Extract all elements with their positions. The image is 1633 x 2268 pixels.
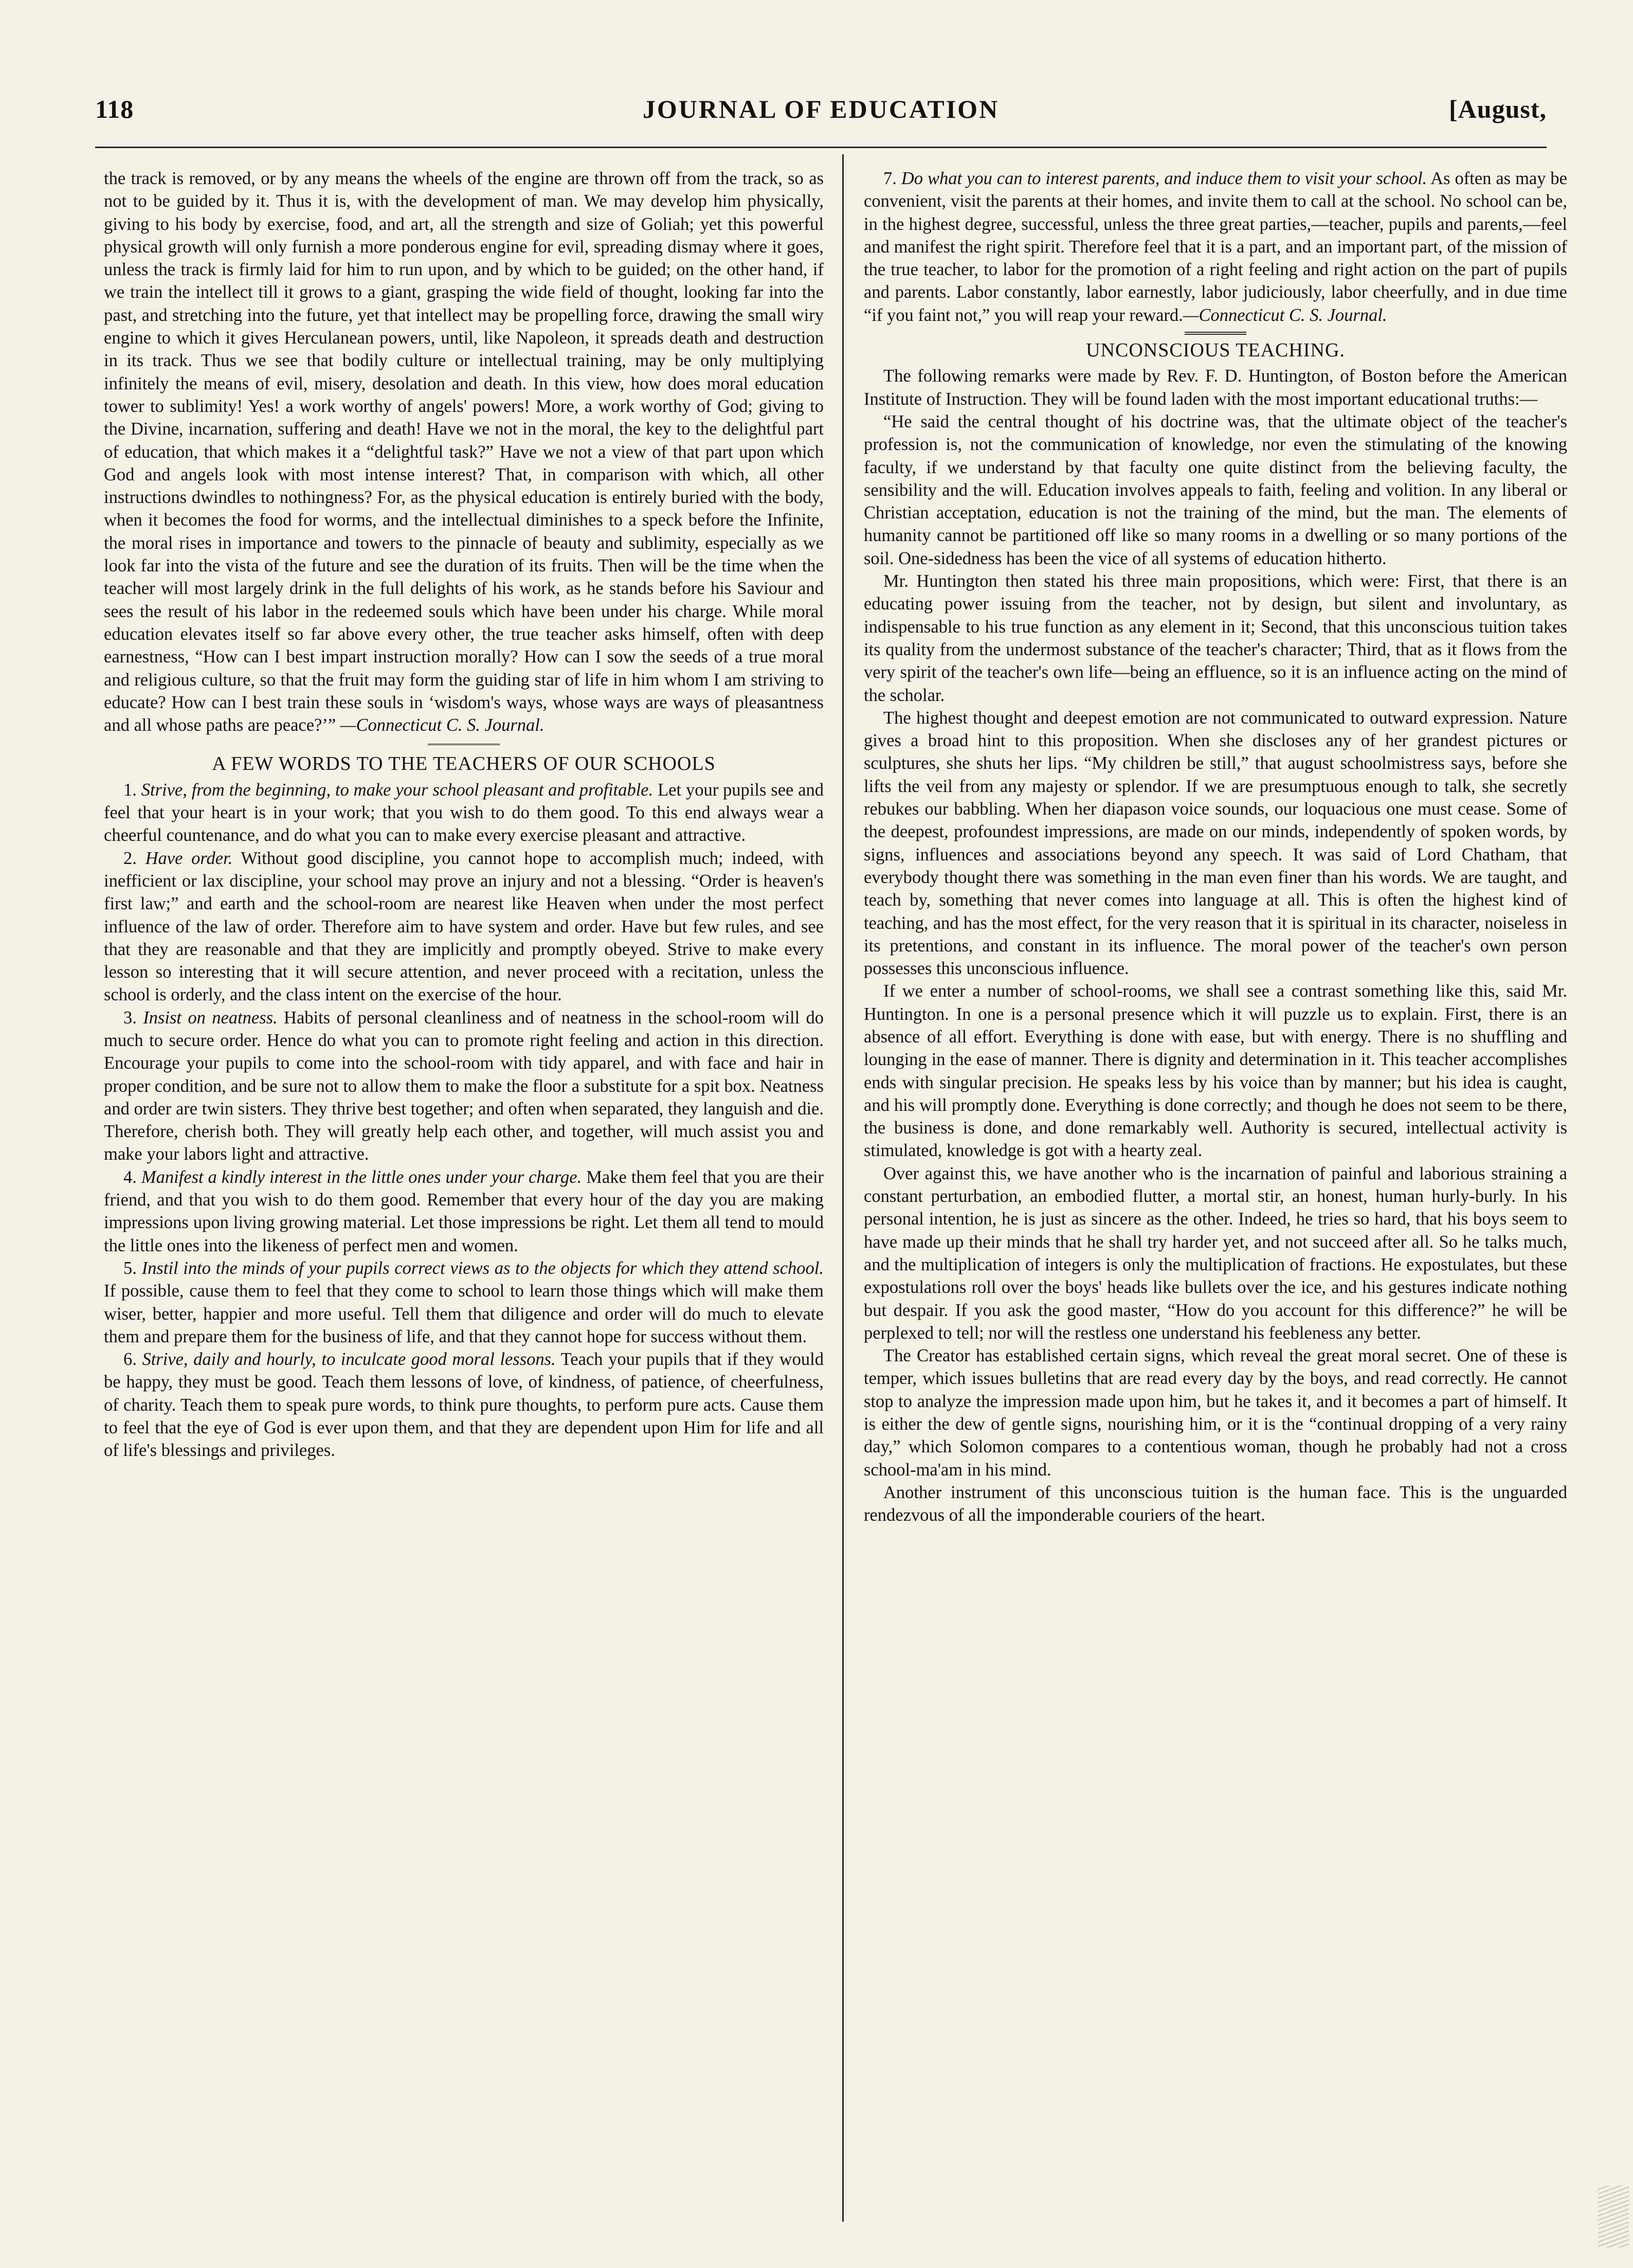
article-paragraph: If we enter a number of school-rooms, we shall see a contrast something like this, said Mr. Huntington. In one is a personal presence which it will puzzle us to explain. First, there is an absence of all effort. Everything is done with ease, but with energy. There is no shuffling and lounging in the ease of manner. There is dignity and determination in it. This teacher accomplishes ends with singular precision. He speaks less by his voice than by manner; but his idea is caught, and his will promptly done. Everything is done correctly; and though he does not seem to be there, the business is done, and done remarkably well. Authority is secured, intellectual activity is stimulated, knowledge is got with a hearty zeal.	[864, 981, 1567, 1161]
item-number: 5.	[123, 1258, 137, 1278]
item-heading: Strive, daily and hourly, to inculcate good moral lessons.	[142, 1349, 556, 1370]
item-heading: Strive, from the beginning, to make your school pleasant and profitable.	[141, 780, 654, 800]
item-text: Make them feel that you are their friend, and that you wish to do them good. Remember that every hour of the day you are making impressions upon living growing material. Let those impressions be right. Let them all tend to mould the little ones into the likeness of perfect men and women.	[104, 1167, 824, 1255]
source-credit: —Connecticut C. S. Journal.	[340, 715, 545, 735]
list-item	[104, 779, 824, 847]
article-paragraph: Another instrument of this unconscious tuition is the human face. This is the unguarded rendezvous of all the imponderable couriers of the heart.	[864, 1482, 1567, 1525]
page-edge-wear	[1598, 2186, 1629, 2247]
item-text: Without good discipline, you cannot hope to accomplish much; indeed, with inefficient or lax discipline, your school may prove an injury and not a blessing. “Order is heaven's first law;” and earth and the school-room are nearest like Heaven when under the most perfect influence of the law of order. Therefore aim to have system and order. Have but few rules, and see that they are reasonable and that they are implicitly and promptly obeyed. Strive to make every lesson so interesting that it will secure attention, and never proceed with a recitation, unless the school is orderly, and the class intent on the exercise of the hour.	[104, 848, 824, 1005]
item-text: Let your pupils see and feel that your heart is in your work; that you wish to do them good. To this end always wear a cheerful countenance, and do what you can to make every exercise pleasant and attractive.	[104, 780, 824, 845]
list-item	[104, 1257, 824, 1348]
section-title-few-words: A FEW WORDS TO THE TEACHERS OF OUR SCHOOLS	[212, 753, 716, 775]
item-text: As often as may be convenient, visit the parents at their homes, and invite them to call at the school. No school can be, in the highest degree, successful, unless the three great parties,—teacher, pupils and parents,—feel and manifest the right spirit. Therefore feel that it is a part, and an important part, of the mission of the true teacher, to labor for the promotion of a right feeling and right action on the part of pupils and parents. Labor constantly, labor earnestly, labor judiciously, labor cheerfully, and in due time “if you faint not,” you will reap your reward.	[864, 169, 1567, 325]
item-heading: Do what you can to interest parents, and induce them to visit your school.	[901, 169, 1427, 188]
item-number: 3.	[123, 1007, 137, 1028]
continued-paragraph	[104, 167, 824, 736]
page-number: 118	[95, 95, 134, 123]
item-number: 6.	[123, 1349, 137, 1370]
item-heading: Have order.	[145, 848, 233, 868]
item-text: Teach your pupils that if they would be happy, they must be good. Teach them lessons of love, of kindness, of patience, of cheerfulness, of charity. Teach them to speak pure words, to think pure thoughts, to perform pure acts. Cause them to feel that the eye of God is ever upon them, and that they are dependent upon Him for life and all of life's blessings and privileges.	[104, 1349, 824, 1461]
item-heading: Instil into the minds of your pupils correct views as to the objects for which they attend school.	[141, 1258, 824, 1278]
item-number: 7.	[883, 169, 897, 188]
item-number: 4.	[123, 1167, 137, 1187]
item-text: If possible, cause them to feel that they come to school to learn those things which will make them wiser, better, happier and more useful. Tell them that diligence and order will do much to elevate them and prepare them for the business of life, and that they cannot hope for success without them.	[104, 1281, 824, 1346]
article-paragraph: The Creator has established certain signs, which reveal the great moral secret. One of these is temper, which issues bulletins that are read every day by the boys, and read correctly. He cannot stop to analyze the impression made upon him, but he takes it, and it becomes a part of himself. It is either the dew of gentle signs, nourishing him, or it is the “continual dropping of a very rainy day,” which Solomon compares to a contentious woman, though he probably had not a cross school-ma'am in his mind.	[864, 1346, 1567, 1480]
item-heading: Insist on neatness.	[143, 1007, 278, 1028]
list-item	[104, 847, 824, 1006]
article-paragraph: “He said the central thought of his doctrine was, that the ultimate object of the teacher's profession is, not the communication of knowledge, nor even the stimulating of the knowing faculty, if we understand by that faculty one quite distinct from the believing faculty, the sensibility and the will. Education involves appeals to faith, feeling and volition. In any liberal or Christian acceptation, education is not the training of the mind, but the man. The elements of humanity cannot be partitioned off like so many rooms in a dwelling or so many portions of the soil. One-sidedness has been the vice of all systems of education hitherto.	[864, 411, 1567, 568]
section-separator	[1185, 332, 1246, 335]
item-heading: Manifest a kindly interest in the little ones under your charge.	[141, 1167, 582, 1187]
continued-text: the track is removed, or by any means the wheels of the engine are thrown off from the track, so as not to be guided by it. Thus it is, with the development of man. We may develop him physically, giving to his body by exercise, food, and art, all the strength and size of Goliah; yet this powerful physical growth will only furnish a more ponderous engine for evil, spreading dismay where it goes, unless the track is firmly laid for him to run upon, and by which to be guided; on the other hand, if we train the intellect till it grows to a giant, grasping the wide field of thought, looking far into the past, and stretching into the future, yet that intellect may be propelling force, drawing the small wiry engine to which it gives Herculanean powers, until, like Napoleon, it spreads death and destruction in its track. Thus we see that bodily culture or intellectual training, may be only multiplying infinitely the means of evil, misery, desolation and death. In this view, how does moral education tower to sublimity! Yes! a work worthy of angels' powers! More, a work worthy of God; giving to the Divine, incarnation, suffering and death! Have we not in the moral, the key to the delightful part of education, that which makes it a “delightful task?” Have we not a view of that part upon which God and angels look with most intense interest? That, in comparison with which, all other instructions dwindles to nothingness? For, as the physical education is entirely buried with the body, when it becomes the food for worms, and the intellectual diminishes to a speck before the Infinite, the moral rises in importance and towers to the pinnacle of beauty and sublimity, especially as we look far into the vista of the future and see the duration of its fruits. Then will be the time when the teacher will most largely drink in the full delights of his work, as he stands before his Saviour and sees the result of his labor in the redeemed souls which have been under his charge. While moral education elevates itself so far above every other, the true teacher asks himself, often with deep earnestness, “How can I best impart instruction morally? How can I sow the seeds of a true moral and religious culture, so that the fruit may form the guiding star of life in him whom I am striving to educate? How can I best train these souls in ‘wisdom's ways, whose ways are ways of pleasantness and all whose paths are peace?’”	[104, 169, 824, 735]
list-item	[104, 1348, 824, 1462]
journal-title: JOURNAL OF EDUCATION	[642, 95, 1000, 123]
column-divider	[842, 154, 844, 2222]
source-credit: —Connecticut C. S. Journal.	[1183, 305, 1387, 325]
left-column	[104, 167, 824, 1462]
list-item	[864, 167, 1567, 327]
section-separator	[428, 744, 500, 745]
article-paragraph: Over against this, we have another who is the incarnation of painful and laborious straining a constant perturbation, an embodied flutter, a mortal stir, an honest, human hurly-burly. In his personal intention, he is just as sincere as the other. Indeed, he tries so hard, that his boys seem to have made up their minds that he shall try harder yet, and not succeed after all. So he talks much, and the multiplication of integers is only the multiplication of fractions. He expostulates, but these expostulations roll over the boys' heads like bullets over the ice, and his gestures indicate nothing but despair. If you ask the good master, “How do you account for this difference?” he will be perplexed to tell; nor will the restless one understand his feebleness any better.	[864, 1163, 1567, 1343]
article-paragraph: The highest thought and deepest emotion are not communicated to outward expression. Nature gives a broad hint to this proposition. When she discloses any of her grandest pictures or sculptures, she shuts her lips. “My children be still,” that august schoolmistress says, before she lifts the veil from any majesty or splendor. If we are presumptuous enough to talk, she secretly rebukes our babbling. When her diapason voice sounds, our loquacious one must cease. Some of the deepest, profoundest impressions, are made on our minds, independently of spoken words, by signs, influences and associations beyond any speech. It was said of Lord Chatham, that everybody thought there was something in the man even finer than his words. We are taught, and teach by, something that never comes into language at all. This is often the highest kind of teaching, and has the most effect, for the very reason that it is spiritual in its character, noiseless in its pretentions, and constant in its influence. The moral power of the teacher's own person possesses this unconscious influence.	[864, 708, 1567, 979]
item-number: 1.	[123, 780, 137, 800]
issue-month: [August,	[1449, 95, 1547, 123]
section-title-unconscious-teaching: UNCONSCIOUS TEACHING.	[1086, 339, 1345, 362]
item-number: 2.	[123, 848, 137, 868]
running-header	[95, 90, 1547, 148]
list-item	[104, 1006, 824, 1166]
list-item	[104, 1166, 824, 1257]
article-paragraph: The following remarks were made by Rev. F. D. Huntington, of Boston before the American Institute of Instruction. They will be found laden with the most important educational truths:—	[864, 366, 1567, 409]
right-column	[864, 167, 1567, 1527]
item-text: Habits of personal cleanliness and of neatness in the school-room will do much to secure order. Hence do what you can to promote right feeling and action in this direction. Encourage your pupils to come into the school-room with tidy apparel, and with face and hair in proper condition, and be sure not to allow them to make the floor a substitute for a spit box. Neatness and order are twin sisters. They thrive best together; and often when separated, they languish and die. Therefore, cherish both. They will greatly help each other, and together, will much assist you and make your labors light and attractive.	[104, 1007, 824, 1164]
article-paragraph: Mr. Huntington then stated his three main propositions, which were: First, that there is an educating power issuing from the teacher, not by design, but silent and involuntary, as indispensable to his true function as any element in it; Second, that this unconscious tuition takes its quality from the undermost substance of the teacher's character; Third, that as it flows from the very spirit of the teacher's own life—being an effluence, so it is an influence acting on the mind of the scholar.	[864, 571, 1567, 705]
